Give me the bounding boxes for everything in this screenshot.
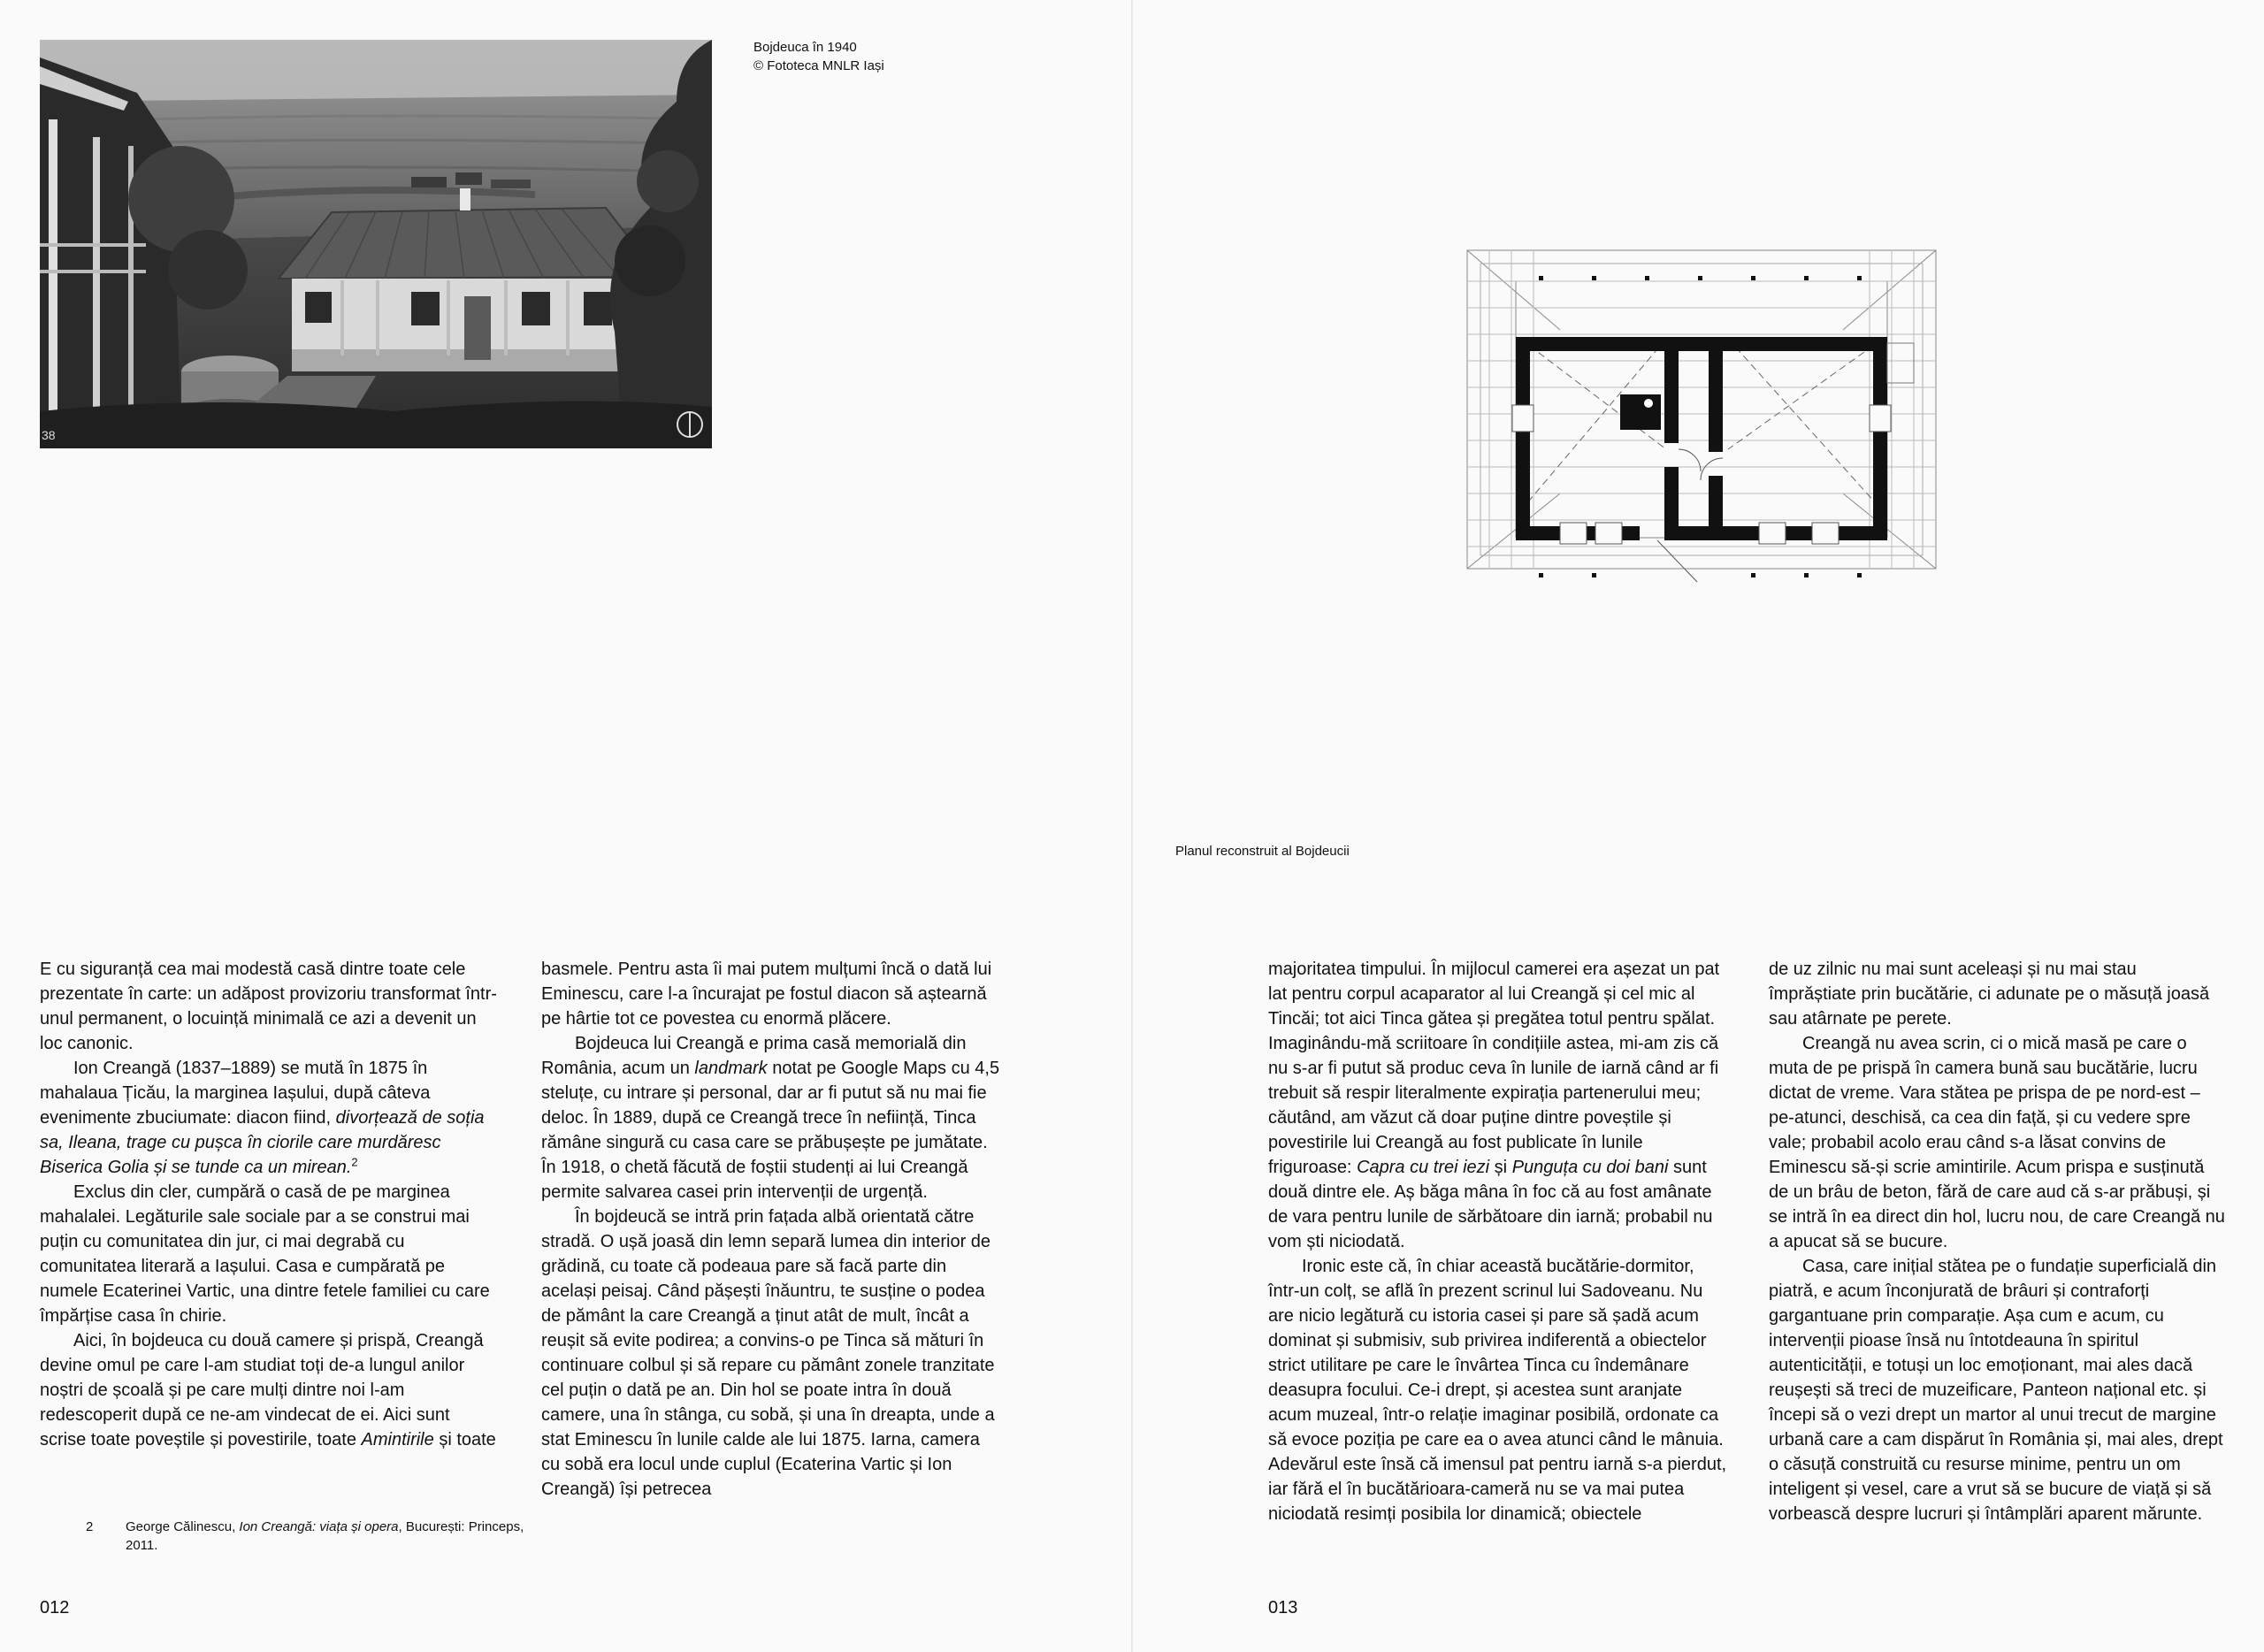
plan-caption: [1175, 842, 1350, 860]
plan-caption-text: Planul reconstruit al Bojdeucii: [1175, 844, 1350, 859]
paragraph: În bojdeucă se intră prin fațada albă orientată către stradă. O ușă joasă din lemn separă lumea din interior de grădină, cu toate că podeaua pare să facă parte din același peisaj. Când pășești înăuntru, te susține o podea de pământ la care Creangă a ținut atât de mult, încât a reușit să evite podirea; a convins-o pe Tinca să mături în continuare colbul și să repare cu pământ zonele tranzitate cel puțin o dată pe an. Din hol se poate intra în două camere, una în stânga, cu sobă, și una în dreapta, unde a stat Eminescu în lunile calde ale lui 1875. Iarna, camera cu sobă era locul unde cuplul (Ecaterina Vartic și Ion Creangă) își petrecea: [541, 1207, 995, 1499]
text-column-1: [40, 957, 500, 1452]
paragraph: Ironic este că, în chiar această bucătărie-dormitor, într-un colț, se află în prezent scrinul lui Sadoveanu. Nu are nicio legătură cu istoria casei și pare să șadă acum dominat și submisiv, sub privirea indiferentă a obiectelor strict utilitare pe care le învârtea Tinca cu îndemânare deasupra focului. Ce-i drept, și acestea sunt aranjate acum muzeal, într-o relație imaginar posibilă, ordonate ca să evoce poziția pe care ea o avea atunci când le mânuia. Adevărul este însă că imensul pat pentru iarnă s-a pierdut, iar fără el în bucătărioara-cameră nu se va mai putea niciodată resimți posibila lor dinamică; obiectele: [1268, 1257, 1727, 1524]
paragraph: Exclus din cler, cumpără o casă de pe marginea mahalalei. Legăturile sale sociale par a se construi mai puțin cu comunitatea din jur, ci mai degrabă cu comunitatea literară a Iașului. Casa e cumpărată pe numele Ecaterinei Vartic, una dintre fetele familiei cu care împărțise casa în chirie.: [40, 1182, 490, 1326]
paragraph-text: notat pe Google Maps cu 4,5 steluțe, cu intrare și personal, dar ar fi putut să nu mai fie deloc. În 1889, după ce Creangă trece în neființă, Tinca rămâne singură cu casa care se prăbușește pe jumătate. În 1918, o chetă făcută de foștii studenți ai lui Creangă permite salvarea casei prin intervenții de urgență.: [541, 1059, 1000, 1202]
footnote-number: 2: [86, 1519, 94, 1534]
footnote-italic: Ion Creangă: viața și opera: [239, 1519, 399, 1534]
paragraph-text: și: [1489, 1158, 1512, 1177]
paragraph-italic: landmark: [694, 1059, 768, 1078]
left-page: [0, 0, 1131, 1652]
paragraph-text: și toate: [433, 1430, 496, 1449]
photo-caption-line-2: © Fototeca MNLR Iași: [753, 58, 884, 73]
paragraph-text: Bojdeuca lui Creangă e prima casă memorială din România, acum un: [541, 1034, 967, 1078]
paragraph-italic: divorțează de soția sa, Ileana, trage cu pușca în ciorile care murdăresc Biserica Golia și se tunde ca un mirean.: [40, 1108, 485, 1177]
paragraph: basmele. Pentru asta îi mai putem mulțumi încă o dată lui Eminescu, care l-a încurajat pe fostul diacon să aștearnă pe hârtie tot ce povestea cu enormă plăcere.: [541, 960, 992, 1029]
footnote-text: [126, 1518, 532, 1555]
paragraph: Creangă nu avea scrin, ci o mică masă pe care o muta de pe prispă în camera bună sau bucătărie, lucru dictat de vreme. Vara stătea pe prispa de pe nord-est – pe-atunci, deschisă, ca cea din față, și cu vedere spre vale; probabil acolo erau când s-a lăsat convins de Eminescu să-și scrie amintirile. Acum prispa e susținută de un brâu de beton, fără de care aud că s-ar prăbuși, și se intră în ea direct din hol, lucru nou, de care Creangă nu a apucat să se bucure.: [1769, 1034, 2225, 1251]
photo-caption-line-1: Bojdeuca în 1940: [753, 40, 857, 55]
footnote-text-part: , București: Princeps, 2011.: [126, 1519, 524, 1553]
paragraph-italic: Punguța cu doi bani: [1511, 1158, 1669, 1177]
paragraph: E cu siguranță cea mai modestă casă dintre toate cele prezentate în carte: un adăpost provizoriu transformat într-unul permanent, o locuință minimală ce azi a devenit un loc canonic.: [40, 960, 497, 1053]
paragraph: [40, 1328, 500, 1452]
paragraph: de uz zilnic nu mai sunt aceleași și nu mai stau împrăștiate prin bucătărie, ci adunate pe o măsuță joasă sau atârnate pe perete.: [1769, 960, 2210, 1029]
paragraph-italic: Capra cu trei iezi: [1357, 1158, 1490, 1177]
text-column-3: [1268, 957, 1728, 1526]
photo-caption: [753, 38, 884, 75]
right-page: [1133, 0, 2264, 1652]
paragraph-text: majoritatea timpului. În mijlocul camerei era așezat un pat lat pentru corpul acaparator al lui Creangă și cel mic al Tincăi; tot aici Tinca gătea și pregătea totul pentru spălat. Imaginându-mă scriitoare în condițiile astea, mi-am zis că nu s-ar fi putut să produc ceva în lunile de iarnă când ar fi trebuit să respir literalmente expirația partenerului meu; căutând, am văzut că doar puține dintre poveștile și povestirile lui Creangă au fost publicate în lunile friguroase:: [1268, 960, 1720, 1177]
paragraph-text: sunt două dintre ele. Aș băga mâna în foc că au fost amânate de vara pentru lunile de sărbătoare din iarnă; probabil nu vom ști niciodată.: [1268, 1158, 1713, 1251]
photo-number-mark: 38: [42, 428, 56, 442]
footnote-ref[interactable]: 2: [351, 1155, 358, 1169]
paragraph: [1268, 957, 1728, 1254]
paragraph: [541, 1031, 1001, 1205]
bojdeuca-photo: [40, 40, 712, 448]
paragraph: Casa, care inițial stătea pe o fundație superficială din piatră, e acum înconjurată de brâuri și contraforți gargantuane prin comparație. Așa cum e acum, cu intervenții pioase însă nu întotdeauna în spiritul autenticității, e totuși un loc emoționant, mai ales dacă reușești să treci de muzeificare, Panteon național etc. și începi să o vezi drept un martor al unui trecut de margine urbană care a cam dispărut în România și, mai ales, drept o căsuță construită cu resurse minime, pentru un om inteligent și vesel, care a vrut să se bucure de viață și să vorbească despre lucruri și întâmplări aparent mărunte.: [1769, 1257, 2223, 1524]
page-number-right: 013: [1268, 1598, 1298, 1618]
bojdeuca-photo-image: [40, 40, 712, 448]
text-column-2: [541, 957, 1001, 1502]
paragraph: [40, 1056, 500, 1180]
footnote-text-part: George Călinescu,: [126, 1519, 240, 1534]
paragraph-text: Aici, în bojdeuca cu două camere și prispă, Creangă devine omul pe care l-am studiat toți de-a lungul anilor noștri de școală și pe care mulți dintre noi l-am redescoperit după ce ne-am vindecat de ei. Aici sunt scrise toate poveștile și povestirile, toate: [40, 1331, 484, 1449]
text-column-4: [1769, 957, 2229, 1526]
paragraph-text: Ion Creangă (1837–1889) se mută în 1875 în mahalaua Țicău, la marginea Iașului, după câteva evenimente zbuciumate: diacon fiind,: [40, 1059, 431, 1128]
paragraph-italic: Amintirile: [361, 1430, 434, 1449]
floor-plan-drawing: [1463, 246, 1940, 608]
page-number-left: 012: [40, 1598, 70, 1618]
